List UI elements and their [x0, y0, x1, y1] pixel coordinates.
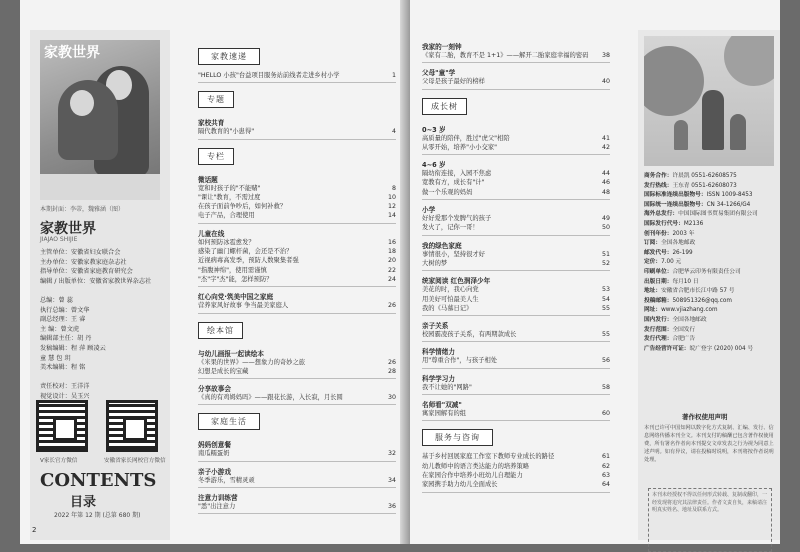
toc-entry[interactable]	[422, 452, 610, 461]
toc-entry-page: 18	[387, 248, 396, 256]
toc-entry[interactable]	[422, 188, 610, 197]
toc-entry-page: 26	[387, 358, 396, 366]
publish-info-value: CN 34-1266/G4	[706, 201, 751, 208]
subsection-title: 与幼儿画报一起读绘本	[198, 349, 264, 358]
toc-entry[interactable]	[422, 259, 610, 268]
toc-entry-title: 隔幼衔连接，入园不焦虑	[422, 170, 492, 178]
publish-info-row	[644, 172, 778, 182]
publish-info-row	[644, 335, 778, 345]
subsection-title: 微话题	[198, 175, 218, 184]
toc-entry[interactable]	[422, 51, 610, 60]
toc-entry-page: 56	[601, 357, 610, 365]
toc-entry-page: 49	[601, 215, 610, 223]
section-header[interactable]: 绘本馆	[198, 322, 243, 339]
toc-entry-page: 53	[601, 286, 610, 294]
qr-caption: 安徽省家长网校官方微信	[104, 458, 166, 464]
divider	[422, 270, 610, 271]
divider	[198, 487, 396, 488]
publish-info-key: 国际发行代号：	[644, 220, 684, 227]
toc-entry-page: 24	[387, 275, 396, 283]
subsection-title: 4~6 岁	[422, 161, 446, 170]
toc-entry-title: 《家有二胎，教育不是 1+1》——解开二胎家庭幸福的密码	[422, 52, 589, 59]
toc-entry-page: 61	[601, 453, 610, 461]
publish-info-value: 每月10 日	[672, 278, 699, 285]
brand-subtitle: JIAJAO SHIJIE	[40, 236, 78, 243]
divider	[198, 286, 396, 287]
toc-entry[interactable]	[198, 502, 396, 511]
toc-entry[interactable]	[198, 211, 396, 220]
toc-entry-title: "悉"出注意力	[198, 503, 236, 511]
publish-info-key: 海外总发行：	[644, 211, 679, 218]
toc-entry-title: 美花的时，我心向党	[422, 286, 479, 294]
subsection-title: 名师看"双减"	[422, 401, 462, 410]
subsection-title: 父母"童"学	[422, 69, 456, 78]
publish-info-key: 创刊年份：	[644, 230, 673, 237]
toc-entry-page: 41	[601, 134, 610, 142]
right-page	[410, 0, 780, 544]
toc-right-column	[422, 38, 610, 497]
brand-logo: 家教世界	[40, 221, 96, 237]
toc-entry-title: 宽和时孩子的"不能赌"	[198, 184, 261, 192]
publish-info-row	[644, 316, 778, 326]
toc-entry[interactable]	[422, 304, 610, 313]
publish-info-list	[644, 172, 778, 354]
toc-entry-title: 家园携手助力幼儿全面成长	[422, 481, 498, 489]
toc-entry-title: 基于乡村回展家庭工作室下教师专业成长的路径	[422, 453, 555, 461]
divider	[198, 223, 396, 224]
toc-entry-title: 冬季游乐，雪精灵顽	[198, 476, 255, 484]
publish-info-row	[644, 239, 778, 249]
toc-entry-title: 如何预防冰雹愈发？	[198, 238, 255, 246]
divider	[422, 89, 610, 90]
subsection-title: 我的绿色家庭	[422, 241, 462, 250]
toc-entry-page: 55	[601, 331, 610, 339]
cover-child-face	[70, 90, 94, 116]
toc-entry-title: 幻想是成长的宝藏	[198, 367, 249, 375]
publish-info-key: 国际标准连续出版物号：	[644, 192, 707, 199]
staff-line: 主办单位：安徽家教家庭杂志社	[40, 258, 127, 266]
toc-left-column	[198, 44, 396, 518]
toc-entry-title: 校园霸凌孩子关系，有两期款成长	[422, 331, 517, 339]
subsection-title: 分享故事会	[198, 385, 231, 394]
toc-entry-page: 64	[601, 481, 610, 489]
toc-entry[interactable]	[198, 127, 396, 136]
toc-entry-title: 好好爱那个发脾气的孩子	[422, 215, 492, 223]
toc-entry[interactable]	[198, 202, 396, 211]
publish-info-key: 出版日期：	[644, 278, 673, 285]
staff-line: 美术编辑：程 铭	[40, 364, 86, 372]
toc-entry-title: 我的《马慕日记》	[422, 304, 473, 312]
qr-code-wechat	[36, 400, 88, 452]
publish-info-row	[644, 326, 778, 336]
staff-line: 童 慧 包 玥	[40, 354, 71, 362]
toc-entry-page: 60	[601, 410, 610, 418]
toc-entry-title: 隔代教育的"小患得"	[198, 128, 255, 136]
section-header[interactable]: 服务与咨询	[422, 429, 493, 446]
tree-shape	[644, 46, 704, 116]
publish-info-row	[644, 306, 778, 316]
toc-entry[interactable]	[198, 367, 396, 376]
toc-entry[interactable]	[422, 330, 610, 339]
staff-line: 副总经理：王 睿	[40, 316, 86, 324]
staff-list	[40, 248, 170, 402]
subsection-title: 红心向党·筑美中国之家庭	[198, 293, 274, 302]
publish-info-row	[644, 191, 778, 201]
staff-line	[40, 286, 170, 296]
subsection-title: 儿童在线	[198, 229, 225, 238]
toc-entry-page: 10	[387, 193, 396, 201]
toc-entry-title: 宽教有方，成长有"计"	[422, 179, 485, 187]
toc-entry-title: 父母是孩子最好的榜样	[422, 78, 485, 86]
toc-entry[interactable]	[198, 193, 396, 202]
toc-entry-page: 46	[601, 179, 610, 187]
section-header[interactable]: 专栏	[198, 148, 234, 165]
toc-entry-title: 用"尊重合作"，与孩子相处	[422, 357, 498, 365]
staff-line: 视觉设计：吴玉兴	[40, 392, 90, 400]
toc-entry[interactable]	[198, 71, 396, 80]
toc-entry[interactable]	[198, 301, 396, 310]
toc-entry-title: "HELLO 小孩"台益项目服务站前线者走进乡村小学	[198, 72, 340, 79]
toc-entry-page: 42	[601, 143, 610, 151]
publish-info-row	[644, 345, 778, 355]
toc-entry-page: 34	[387, 476, 396, 484]
cover-footer-band	[40, 174, 160, 200]
publish-info-key: 投稿邮箱：	[644, 297, 673, 304]
toc-entry[interactable]	[422, 480, 610, 489]
subsection-title: 0~3 岁	[422, 125, 446, 134]
toc-entry[interactable]	[198, 476, 396, 485]
toc-entry-page: 1	[391, 72, 396, 79]
toc-entry[interactable]	[422, 462, 610, 471]
child-figure	[674, 120, 688, 150]
publish-info-key: 地址：	[644, 288, 662, 295]
toc-entry-page: 16	[387, 238, 396, 246]
subsection-title: 注意力训练营	[198, 494, 238, 503]
toc-entry-title: 用美好可怕最美人生	[422, 295, 479, 303]
toc-entry[interactable]	[422, 169, 610, 178]
divider	[422, 420, 610, 421]
toc-entry-page: 26	[387, 302, 396, 310]
toc-entry[interactable]	[422, 214, 610, 223]
publish-info-value: 合肥广告	[672, 336, 696, 343]
staff-line: 编辑部主任：胡 丹	[40, 335, 92, 343]
publish-info-sidebar	[638, 30, 780, 540]
subsection-title: 科学情绪力	[422, 348, 455, 357]
publish-info-value: 26-199	[672, 249, 693, 256]
toc-entry-page: 32	[387, 450, 396, 458]
publish-info-value: 全国各地邮政	[661, 240, 696, 247]
divider	[422, 341, 610, 342]
publish-info-key: 发行热线：	[644, 182, 673, 189]
toc-entry[interactable]	[198, 275, 396, 284]
toc-entry-page: 20	[387, 257, 396, 265]
toc-entry-title: 做一个乐观的妈妈	[422, 188, 473, 196]
divider	[422, 235, 610, 236]
toc-entry-title: 发火了，记你一哥！	[422, 224, 479, 232]
publish-info-value: M2136	[683, 220, 704, 227]
toc-entry[interactable]	[422, 223, 610, 232]
toc-entry-title: 近视病毒高发季，预防人数聚集者强	[198, 257, 299, 265]
publish-info-key: 印刷单位：	[644, 268, 673, 275]
publish-info-value: 安徽省合肥市长江中路 57 号	[661, 288, 735, 295]
publish-info-row	[644, 287, 778, 297]
toc-entry[interactable]	[198, 184, 396, 193]
publish-info-key: 网址：	[644, 307, 662, 314]
contents-title: CONTENTS	[40, 470, 157, 491]
declaration-title: 著作权使用声明	[682, 413, 728, 421]
publish-info-row	[644, 230, 778, 240]
toc-entry-page: 52	[601, 259, 610, 267]
divider	[198, 461, 396, 462]
toc-entry-page: 58	[601, 383, 610, 391]
toc-entry-page: 63	[601, 471, 610, 479]
publish-info-value: 合肥华云印务有限责任公司	[672, 268, 741, 275]
publish-info-value: 皖广登字 (2020) 004 号	[689, 345, 754, 352]
toc-entry[interactable]	[422, 250, 610, 259]
toc-entry-title: 事情很小，坚持很才好	[422, 250, 485, 258]
toc-entry-title: 我不让她的"网路"	[422, 383, 472, 391]
toc-entry-title: 幼儿教师中的语言类达能力的培养策略	[422, 462, 530, 470]
toc-entry-page: 12	[387, 203, 396, 211]
toc-entry-title: 南瓜糯蛋奶	[198, 450, 230, 458]
staff-line: 编辑 / 出版单位：安徽省家教世界杂志社	[40, 277, 152, 285]
publish-info-row	[644, 268, 778, 278]
toc-entry-page: 51	[601, 250, 610, 258]
toc-entry-title: 《米果的世界》——想象力的奇妙之旅	[198, 358, 306, 366]
publish-info-key: 订阅：	[644, 240, 662, 247]
toc-entry[interactable]	[422, 356, 610, 365]
toc-entry-page: 8	[391, 184, 396, 192]
publish-info-value: 中国国际图书贸易集团有限公司	[678, 211, 758, 218]
publish-info-key: 定价：	[644, 259, 662, 266]
divider	[422, 154, 610, 155]
publish-info-value: 全国发行	[672, 326, 696, 333]
subsection-title: 亲子关系	[422, 322, 449, 331]
toc-entry[interactable]	[422, 285, 610, 294]
toc-entry-page: 44	[601, 170, 610, 178]
publish-info-row	[644, 220, 778, 230]
toc-entry[interactable]	[198, 266, 396, 275]
toc-entry-title: 在孩子面前争吵后，如何补救？	[198, 203, 287, 211]
divider	[422, 394, 610, 395]
publish-info-key: 国内发行：	[644, 316, 673, 323]
cover-image	[40, 40, 160, 200]
publish-info-row	[644, 278, 778, 288]
family-illustration	[644, 36, 774, 166]
toc-entry[interactable]	[422, 77, 610, 86]
left-page	[20, 0, 408, 544]
divider	[422, 62, 610, 63]
magazine-info-sidebar	[30, 30, 170, 540]
toc-entry-page: 38	[601, 52, 610, 59]
toc-entry-page: 28	[387, 367, 396, 375]
divider	[198, 404, 396, 405]
divider	[198, 82, 396, 83]
subsection-title: 妈妈创意餐	[198, 441, 231, 450]
publish-info-value: 7.00 元	[661, 259, 682, 266]
publish-info-row	[644, 182, 778, 192]
toc-entry-title: 从零开始，培养"小小交家"	[422, 143, 498, 151]
divider	[198, 313, 396, 314]
staff-line: 执行总编：曾文华	[40, 306, 90, 314]
publish-info-row	[644, 297, 778, 307]
publish-info-key: 发行范围：	[644, 326, 673, 333]
toc-entry[interactable]	[422, 295, 610, 304]
section-header[interactable]: 成长树	[422, 98, 467, 115]
toc-entry[interactable]	[198, 393, 396, 402]
publish-info-key: 商务合作：	[644, 173, 673, 179]
toc-entry-title: 寓家园解有的组	[422, 410, 467, 418]
toc-entry-title: "杰"字"杰"能，怎样预防？	[198, 275, 273, 283]
publish-info-value: 全国各地邮政	[672, 316, 707, 323]
subsection-title: 统家阅读 红色润泽少年	[422, 277, 491, 286]
staff-line: 主管单位：安徽省妇女联合会	[40, 249, 121, 256]
staff-line: 主 编：曾文虎	[40, 325, 80, 333]
divider	[198, 378, 396, 379]
toc-entry-page: 55	[601, 304, 610, 312]
toc-entry-page: 62	[601, 462, 610, 470]
staff-line	[40, 373, 170, 383]
staff-line: 总编：曾 蕊	[40, 296, 73, 304]
toc-entry-title: 高质量的陪伴，胜过"虎父"相陪	[422, 134, 510, 142]
staff-line: 发稿编辑：程 萍 顾凌云	[40, 344, 106, 352]
publish-info-value: 许晨凯 0551-62608575	[672, 173, 737, 179]
cover-credit: 本期封面：李蒂，魏雅涵（图）	[40, 206, 125, 213]
toc-entry-page: 30	[387, 394, 396, 402]
notice-box: 本刊未经授权不得以任何形式转载、复制或翻印，一经发现将追究其法律责任。作者文责自负，来稿请注明真实姓名、地址及联系方式。	[648, 488, 772, 552]
toc-entry-page: 22	[387, 266, 396, 274]
divider	[422, 492, 610, 493]
toc-entry[interactable]	[198, 449, 396, 458]
toc-entry-title: "课让"教育，不需过度	[198, 193, 261, 201]
toc-entry[interactable]	[422, 471, 610, 480]
divider	[198, 513, 396, 514]
publish-info-row	[644, 258, 778, 268]
subsection-title: 家校共育	[198, 119, 225, 128]
toc-entry-title: 感染了幽门螺杆菌，会还是不治？	[198, 248, 293, 256]
publish-info-row	[644, 210, 778, 220]
publish-info-key: 邮发代号：	[644, 249, 673, 256]
toc-entry-title: 营养家风好故事 争当最美家庭人	[198, 302, 289, 310]
qr-code-school	[106, 400, 158, 452]
publish-info-key: 广告经营许可证：	[644, 345, 690, 352]
toc-entry[interactable]	[422, 178, 610, 187]
qr-caption: V家长官方微信	[40, 458, 78, 464]
adult-figure	[702, 90, 724, 150]
toc-entry-page: 54	[601, 295, 610, 303]
staff-line: 责任校对：王洋洋	[40, 383, 90, 391]
divider	[422, 315, 610, 316]
publish-info-row	[644, 249, 778, 259]
toc-entry[interactable]	[422, 383, 610, 392]
toc-entry[interactable]	[422, 409, 610, 418]
divider	[422, 368, 610, 369]
toc-entry-page: 40	[601, 78, 610, 86]
toc-entry-title: 在家园合作中培养小班幼儿自理能力	[422, 471, 523, 479]
subsection-title: 小学	[422, 206, 436, 215]
subsection-title: 亲子小游戏	[198, 467, 231, 476]
divider	[198, 139, 396, 140]
toc-entry-page: 50	[601, 224, 610, 232]
divider	[422, 199, 610, 200]
toc-entry[interactable]	[422, 143, 610, 152]
publish-info-value: 王东青 0551-62608073	[672, 182, 737, 189]
issue-line: 2022 年第 12 期 (总第 680 期)	[54, 512, 141, 519]
publish-info-value: www.vjiazhang.com	[661, 307, 718, 314]
toc-entry-page: 4	[391, 128, 396, 136]
section-header[interactable]: 家庭生活	[198, 413, 260, 430]
page-number: 2	[32, 526, 37, 534]
toc-entry-title: "指腹神绵"，使用需谨慎	[198, 266, 267, 274]
mulu-title: 目录	[70, 495, 97, 510]
publish-info-value: 2003 年	[672, 230, 695, 237]
section-header[interactable]: 专题	[198, 91, 234, 108]
toc-entry[interactable]	[198, 238, 396, 247]
toc-entry[interactable]	[198, 256, 396, 265]
toc-entry-title: 《真的有鸡姆妈吗》——跟花长游，入长寂，月长圆	[198, 394, 343, 402]
declaration-text: 本刊已许可中国知网以数字化方式复制、汇编、发行、信息网络传播本刊全文。本刊支付的稿酬已包含著作权使用费，所有署名作者向本刊提交文章发表之行为视为同意上述声明。如有异议，请在投稿时说明，本刊将按作者说明处理。	[644, 425, 774, 463]
toc-entry-title: 电子产品，合理使用	[198, 212, 255, 220]
toc-entry[interactable]	[198, 358, 396, 367]
publish-info-value: 508951326@qq.com	[672, 297, 732, 304]
toc-entry-page: 14	[387, 212, 396, 220]
toc-entry-page: 36	[387, 503, 396, 511]
toc-entry[interactable]	[198, 247, 396, 256]
cover-masthead: 家教世界	[44, 45, 100, 61]
toc-entry[interactable]	[422, 134, 610, 143]
staff-line: 指导单位：安徽省家庭教育研究会	[40, 268, 133, 276]
child-figure	[730, 114, 746, 150]
publish-info-key: 国际统一连续出版物号：	[644, 201, 707, 208]
publish-info-row	[644, 201, 778, 211]
toc-entry-page: 48	[601, 188, 610, 196]
tree-shape	[724, 36, 774, 86]
publish-info-value: ISSN 1009-8453	[706, 192, 753, 199]
section-header[interactable]: 家教速递	[198, 48, 260, 65]
subsection-title: 我家的一刻钟	[422, 43, 462, 51]
publish-info-key: 发行代理：	[644, 336, 673, 343]
subsection-title: 科学学习力	[422, 374, 455, 383]
toc-entry-title: 大树的梦	[422, 259, 448, 267]
